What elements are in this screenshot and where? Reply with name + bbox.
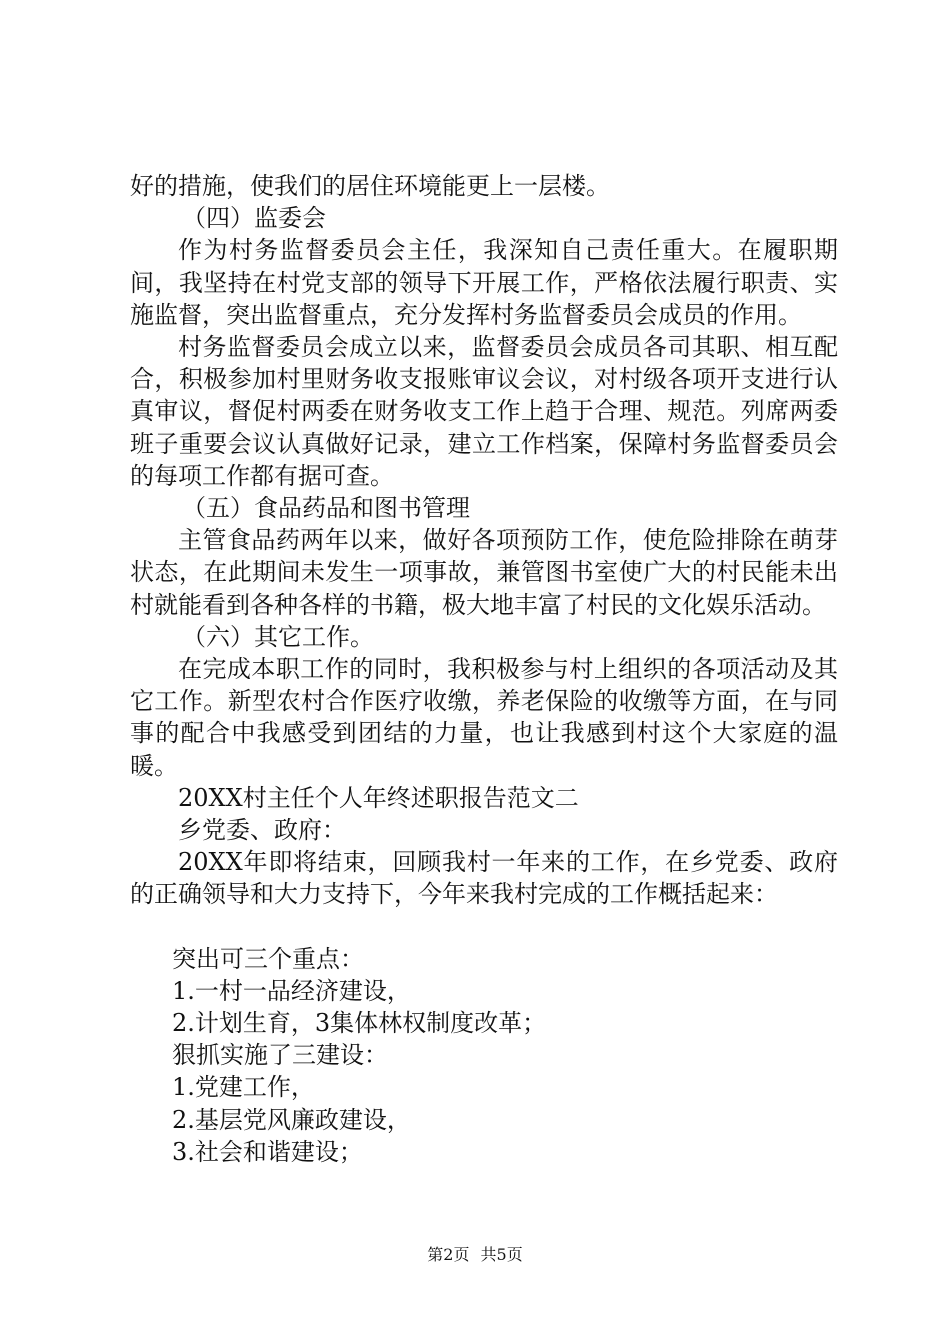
paragraph-intro: 20XX年即将结束，回顾我村一年来的工作，在乡党委、政府的正确领导和大力支持下，今年来我村完成的工作概括起来： (130, 848, 838, 909)
list-item: 2.基层党风廉政建设， (172, 1105, 411, 1134)
report-title-2: 20XX村主任个人年终述职报告范文二 (178, 783, 579, 812)
section-heading-4: （四）监委会 (182, 204, 326, 233)
blank-line (130, 911, 838, 943)
page-total: 共5页 (480, 1245, 523, 1264)
list-item: 3.社会和谐建设； (172, 1137, 363, 1166)
paragraph-other-work: 在完成本职工作的同时，我积极参与村上组织的各项活动及其它工作。新型农村合作医疗收缴，养老保险的收缴等方面，在与同事的配合中我感受到团结的力量，也让我感到村这个大家庭的温暖。 (130, 655, 838, 780)
document-body (130, 170, 838, 1168)
paragraph-food-library: 主管食品药两年以来，做好各项预防工作，使危险排除在萌芽状态，在此期间未发生一项事故，兼管图书室使广大的村民能未出村就能看到各种各样的书籍，极大地丰富了村民的文化娱乐活动。 (130, 526, 838, 619)
salutation: 乡党委、政府： (178, 816, 346, 845)
list-heading-constructions: 狠抓实施了三建设： (172, 1041, 388, 1070)
paragraph-supervision-work: 村务监督委员会成立以来，监督委员会成员各司其职、相互配合，积极参加村里财务收支报账审议会议，对村级各项开支进行认真审议，督促村两委在财务收支工作上趋于合理、规范。列席两委班子重要会议认真做好记录，建立工作档案，保障村务监督委员会的每项工作都有据可查。 (130, 333, 838, 490)
list-item: 1.一村一品经济建设， (172, 976, 411, 1005)
list-heading-key-points: 突出可三个重点： (172, 944, 364, 973)
section-heading-5: （五）食品药品和图书管理 (182, 494, 470, 523)
list-item: 2.计划生育，3集体林权制度改革； (172, 1009, 547, 1038)
paragraph-supervision-role: 作为村务监督委员会主任，我深知自己责任重大。在履职期间，我坚持在村党支部的领导下开展工作，严格依法履行职责、实施监督，突出监督重点，充分发挥村务监督委员会成员的作用。 (130, 236, 838, 329)
page-footer (0, 1245, 950, 1265)
list-item: 1.党建工作， (172, 1073, 315, 1102)
section-heading-6: （六）其它工作。 (182, 622, 374, 651)
page-number: 第2页 (427, 1245, 470, 1264)
paragraph-continuation: 好的措施，使我们的居住环境能更上一层楼。 (130, 172, 610, 200)
